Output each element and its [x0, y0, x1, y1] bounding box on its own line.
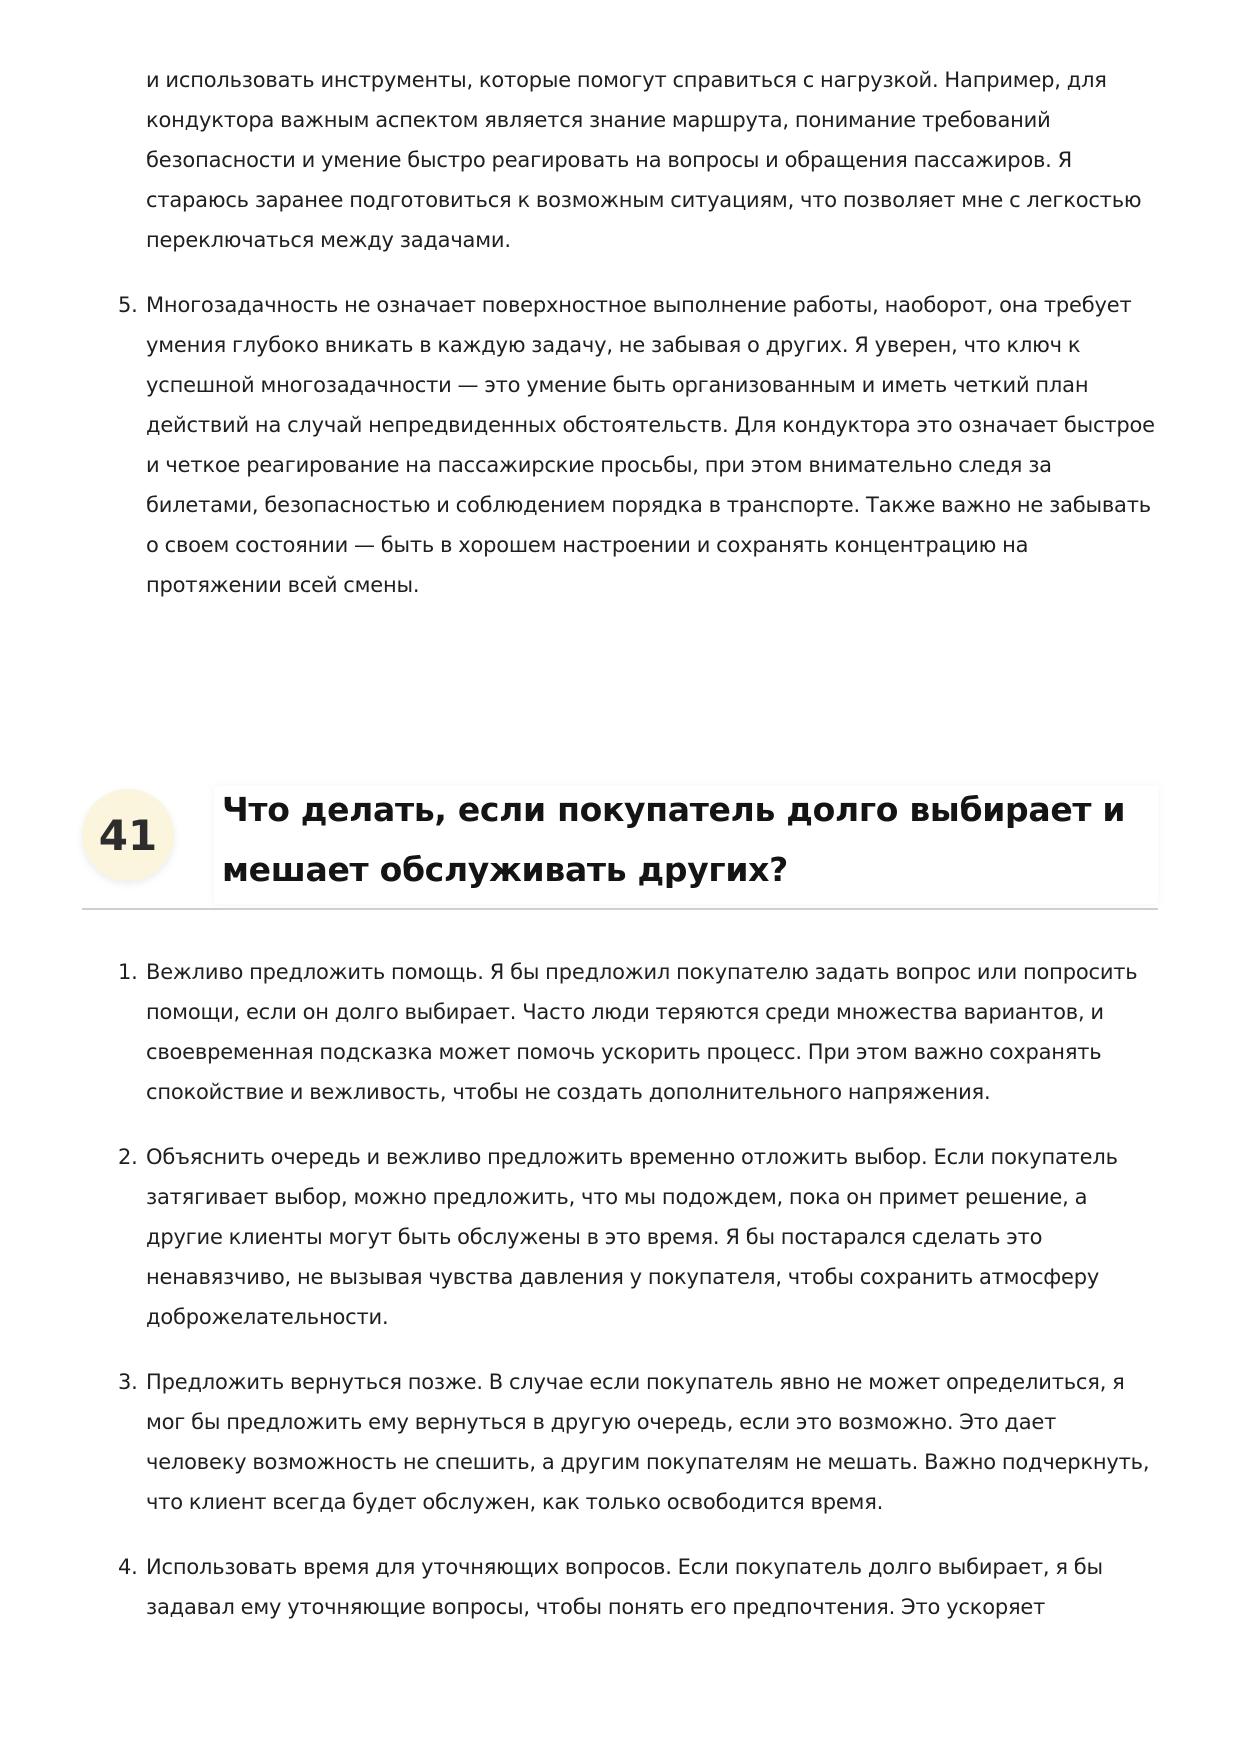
list-item-text: Вежливо предложить помощь. Я бы предложил покупателю задать вопрос или попросить помощи, если он долго выбирает. Часто люди теряются среди множества вариантов, и своевременная подсказка может помочь ускорить процесс. При этом важно сохранять спокойствие и вежливость, чтобы не создать дополнительного напряжения. [146, 960, 1138, 1104]
list-item-text: Многозадачность не означает поверхностное выполнение работы, наоборот, она требует умения глубоко вникать в каждую задачу, не забывая о других. Я уверен, что ключ к успешной многозадачности — это умение быть организованным и иметь четкий план действий на случай непредвиденных обстоятельств. Для кондуктора это означает быстрое и четкое реагирование на пассажирские просьбы, при этом внимательно следя за билетами, безопасностью и соблюдением порядка в транспорте. Также важно не забывать о своем состоянии — быть в хорошем настроении и сохранять концентрацию на протяжении всей смены. [146, 293, 1155, 597]
list-item [0, 1362, 1239, 1522]
list-item-number: 2. [118, 1145, 138, 1169]
list-item-text: Использовать время для уточняющих вопросов. Если покупатель долго выбирает, я бы задавал ему уточняющие вопросы, чтобы понять его предпочтения. Это ускоряет [146, 1555, 1103, 1619]
section-divider [82, 908, 1158, 910]
list-item [0, 285, 1239, 605]
list-item-text: Объяснить очередь и вежливо предложить временно отложить выбор. Если покупатель затягивает выбор, можно предложить, что мы подождем, пока он примет решение, а другие клиенты могут быть обслужены в это время. Я бы постарался сделать это ненавязчиво, не вызывая чувства давления у покупателя, чтобы сохранить атмосферу доброжелательности. [146, 1145, 1118, 1329]
list-item [0, 1547, 1239, 1627]
section-answer-list [0, 952, 1239, 1627]
section-number-badge: 41 [82, 789, 174, 881]
previous-section-list [0, 285, 1239, 605]
list-item-number: 4. [118, 1555, 138, 1579]
list-item-number: 3. [118, 1370, 138, 1394]
section-title: Что делать, если покупатель долго выбирает и мешает обслуживать других? [222, 790, 1126, 889]
list-item-number: 1. [118, 960, 138, 984]
list-item [0, 952, 1239, 1112]
list-item-continued-text: и использовать инструменты, которые помогут справиться с нагрузкой. Например, для кондуктора важным аспектом является знание маршрута, понимание требований безопасности и умение быстро реагировать на вопросы и обращения пассажиров. Я стараюсь заранее подготовиться к возможным ситуациям, что позволяет мне с легкостью переключаться между задачами. [146, 68, 1142, 252]
list-item [0, 1137, 1239, 1337]
section-header [82, 780, 1158, 910]
list-item-number: 5. [118, 293, 138, 317]
list-item-text: Предложить вернуться позже. В случае если покупатель явно не может определиться, я мог бы предложить ему вернуться в другую очередь, если это возможно. Это дает человеку возможность не спешить, а другим покупателям не мешать. Важно подчеркнуть, что клиент всегда будет обслужен, как только освободится время. [146, 1370, 1150, 1514]
